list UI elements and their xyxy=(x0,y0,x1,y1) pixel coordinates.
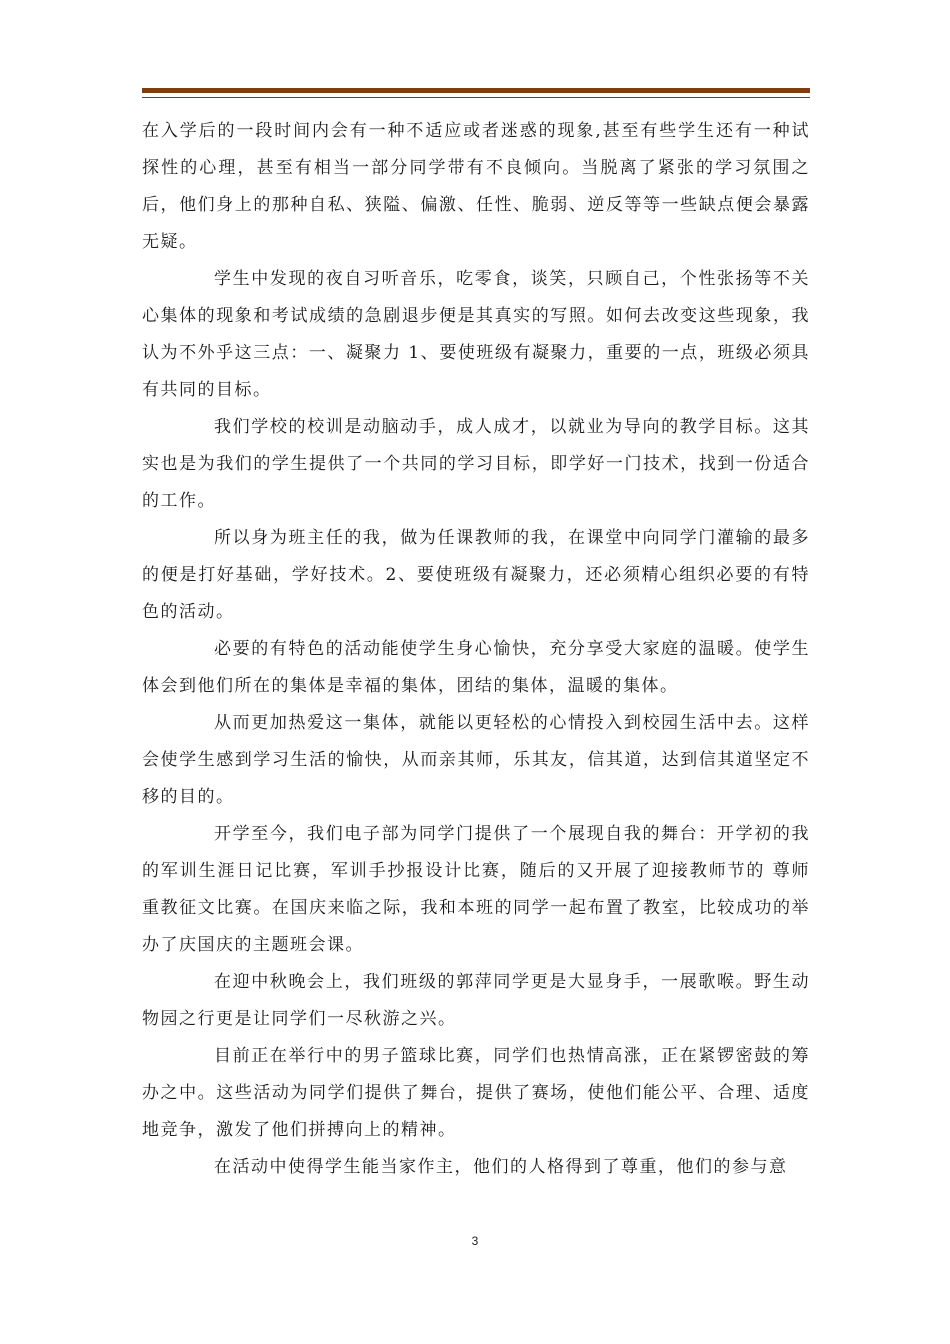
paragraph: 学生中发现的夜自习听音乐，吃零食，谈笑，只顾自己，个性张扬等不关心集体的现象和考试成绩的急剧退步便是其真实的写照。如何去改变这些现象，我认为不外乎这三点：一、凝聚力 1、要使班级有凝聚力，重要的一点，班级必须具有共同的目标。 xyxy=(142,269,810,400)
paragraph: 目前正在举行中的男子篮球比赛，同学们也热情高涨，正在紧锣密鼓的筹办之中。这些活动为同学们提供了舞台，提供了赛场，使他们能公平、合理、适度地竞争，激发了他们拼搏向上的精神。 xyxy=(142,1046,810,1140)
paragraph: 从而更加热爱这一集体，就能以更轻松的心情投入到校园生活中去。这样会使学生感到学习生活的愉快，从而亲其师，乐其友，信其道，达到信其道坚定不移的目的。 xyxy=(142,713,810,807)
page-number: 3 xyxy=(471,1234,479,1248)
paragraph: 所以身为班主任的我，做为任课教师的我，在课堂中向同学门灌输的最多的便是打好基础，学好技术。2、要使班级有凝聚力，还必须精心组织必要的有特色的活动。 xyxy=(142,528,810,622)
paragraph: 必要的有特色的活动能使学生身心愉快，充分享受大家庭的温暖。使学生体会到他们所在的集体是幸福的集体，团结的集体，温暖的集体。 xyxy=(142,639,810,696)
paragraph: 我们学校的校训是动脑动手，成人成才，以就业为导向的教学目标。这其实也是为我们的学生提供了一个共同的学习目标，即学好一门技术，找到一份适合的工作。 xyxy=(142,417,810,511)
header-rule-thick xyxy=(142,88,810,93)
header-rule-thin xyxy=(142,97,810,98)
paragraph: 开学至今，我们电子部为同学门提供了一个展现自我的舞台：开学初的我的军训生涯日记比赛，军训手抄报设计比赛，随后的又开展了迎接教师节的 尊师重教征文比赛。在国庆来临之际，我和本班的同学一起布置了教室，比较成功的举办了庆国庆的主题班会课。 xyxy=(142,824,810,955)
document-body xyxy=(142,113,810,1186)
paragraph: 在活动中使得学生能当家作主，他们的人格得到了尊重，他们的参与意 xyxy=(214,1157,788,1177)
paragraph: 在入学后的一段时间内会有一种不适应或者迷惑的现象,甚至有些学生还有一种试探性的心理，甚至有相当一部分同学带有不良倾向。当脱离了紧张的学习氛围之后，他们身上的那种自私、狭隘、偏激、任性、脆弱、逆反等等一些缺点便会暴露无疑。 xyxy=(142,121,810,252)
paragraph: 在迎中秋晚会上，我们班级的郭萍同学更是大显身手，一展歌喉。野生动物园之行更是让同学们一尽秋游之兴。 xyxy=(142,972,810,1029)
